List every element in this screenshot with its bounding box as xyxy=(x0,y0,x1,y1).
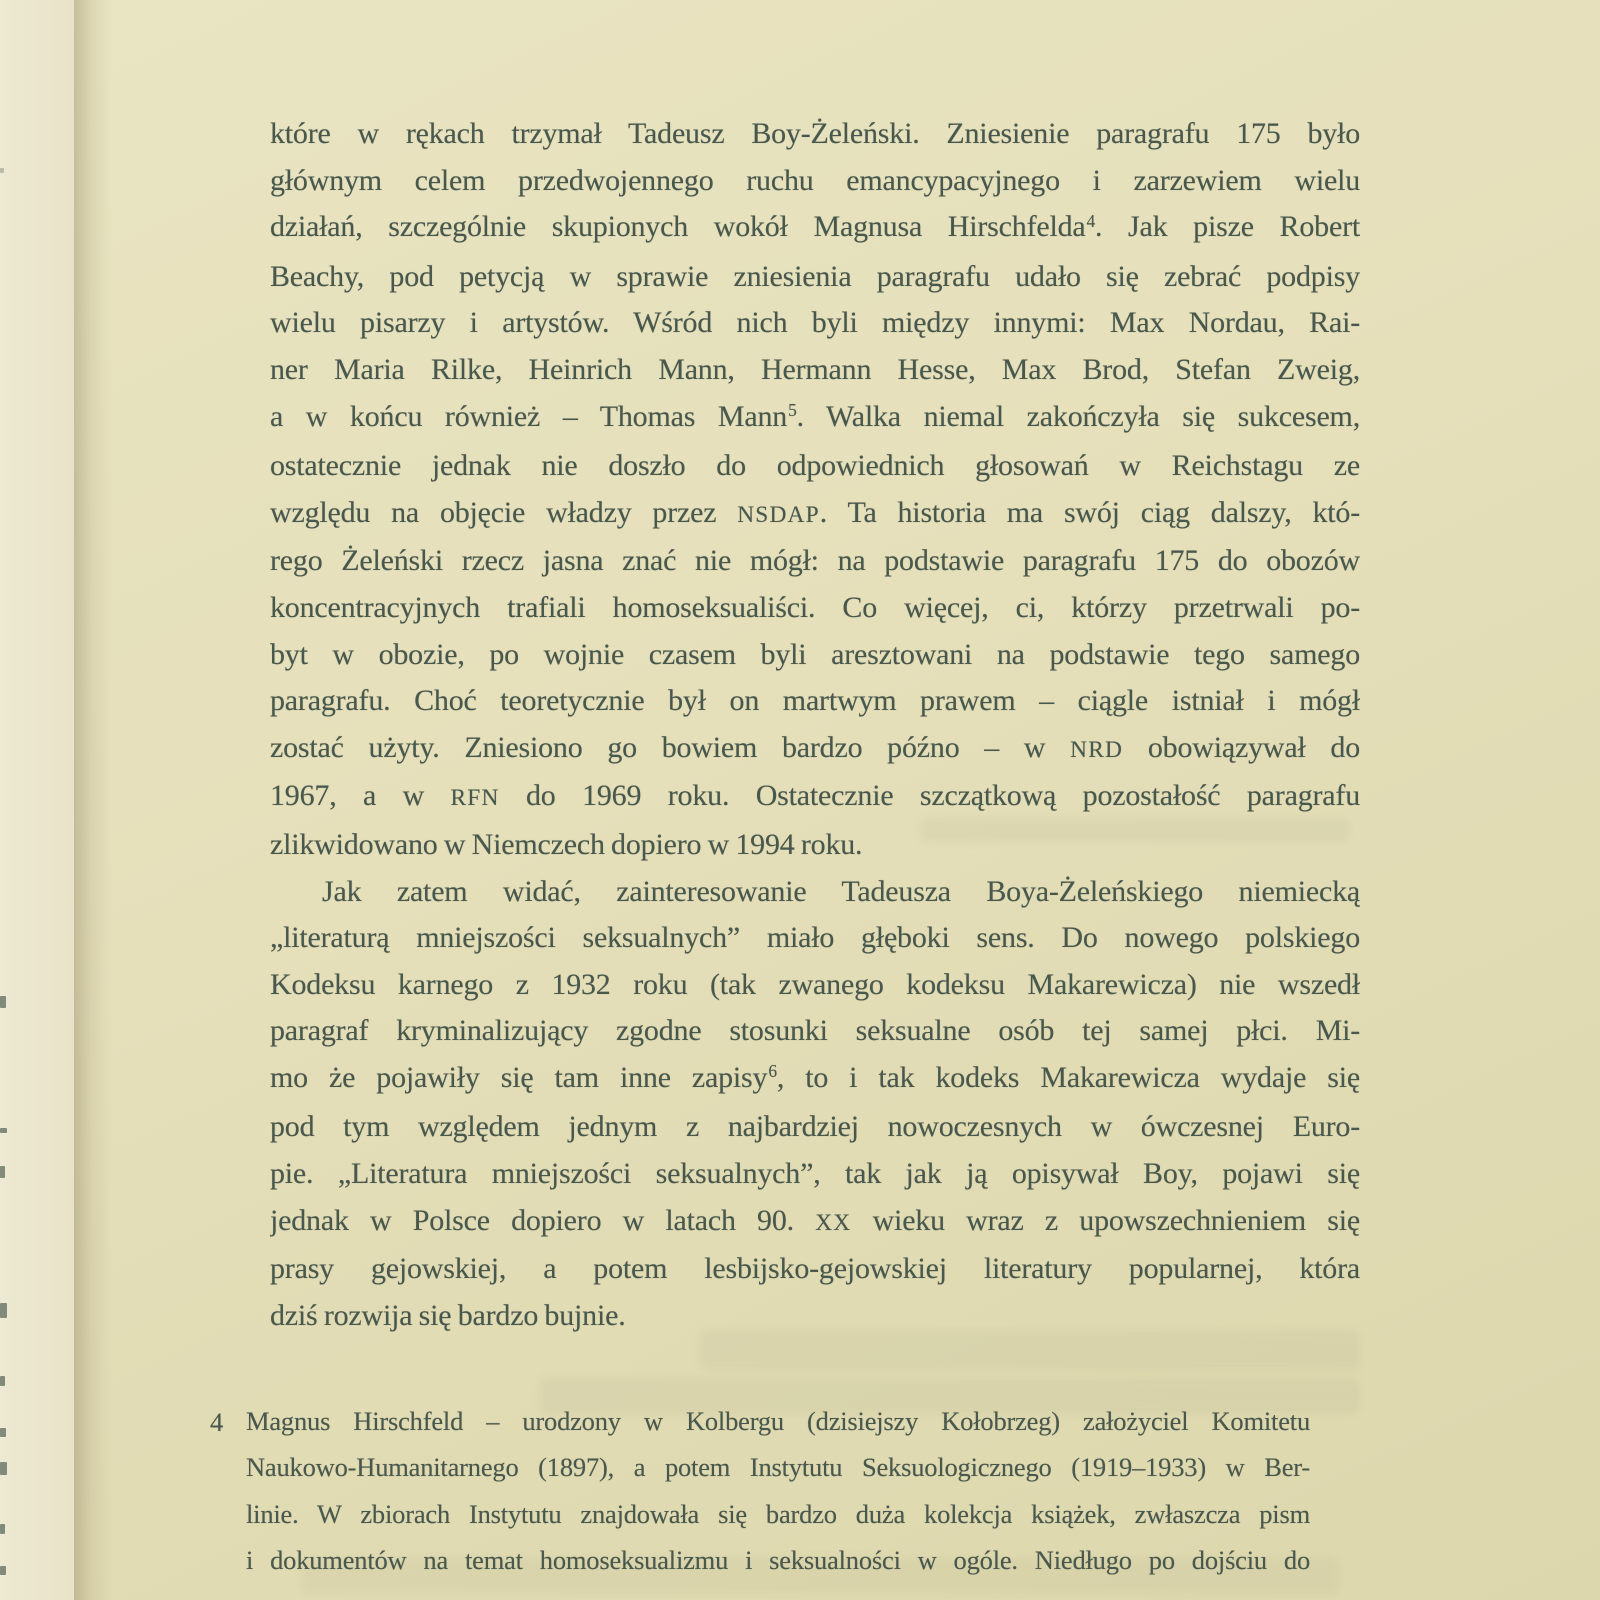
text-segment: pod tym względem jednym z najbardziej nowoczesnych w ówczesnej Euro- xyxy=(270,1110,1360,1144)
text-segment: paragraf kryminalizujący zgodne stosunki seksualne osób tej samej płci. Mi- xyxy=(270,1014,1360,1048)
text-line xyxy=(270,773,1360,822)
text-segment: , to i tak kodeks Makarewicza wydaje się xyxy=(776,1060,1360,1094)
text-line xyxy=(270,1198,1360,1247)
page-edge-text-fragment xyxy=(0,1303,7,1318)
text-line xyxy=(270,1151,1360,1198)
text-line xyxy=(246,1491,1310,1537)
text-segment: Jak zatem widać, zainteresowanie Tadeusza Boya-Żeleńskiego niemiecką xyxy=(322,874,1360,908)
text-line xyxy=(270,394,1360,444)
text-line xyxy=(270,822,1360,869)
text-line xyxy=(270,300,1360,347)
page-edge-text-fragment xyxy=(0,1462,7,1475)
text-segment: obowiązywał do xyxy=(1123,730,1360,764)
text-segment: względu na objęcie władzy przez xyxy=(270,495,738,529)
page-edge-text-fragment xyxy=(0,1376,5,1386)
text-segment: Kodeksu karnego z 1932 roku (tak zwanego kodeksu Makarewicza) nie wszedł xyxy=(270,967,1360,1001)
text-line xyxy=(270,678,1360,725)
text-segment: i dokumentów na temat homoseksualizmu i seksualności w ogóle. Niedługo po dojściu do xyxy=(246,1545,1310,1576)
text-segment: byt w obozie, po wojnie czasem byli aresztowani na podstawie tego samego xyxy=(270,637,1360,671)
text-line xyxy=(270,490,1360,539)
text-segment: NSDAP xyxy=(737,501,820,528)
text-line xyxy=(270,585,1360,632)
text-line xyxy=(270,1055,1360,1105)
text-segment: zlikwidowano w Niemczech dopiero w 1994 roku. xyxy=(270,827,863,861)
text-segment: a w końcu również – Thomas Mann xyxy=(270,399,788,433)
text-segment: rego Żeleński rzecz jasna znać nie mógł: na podstawie paragrafu 175 do obozów xyxy=(270,544,1360,578)
text-line xyxy=(270,443,1360,490)
gutter-fold-shadow xyxy=(74,0,112,1600)
text-segment: zostać użyty. Zniesiono go bowiem bardzo późno – w xyxy=(270,730,1071,764)
text-segment: ner Maria Rilke, Heinrich Mann, Hermann Hesse, Max Brod, Stefan Zweig, xyxy=(270,352,1360,386)
footnote-lines xyxy=(246,1398,1310,1584)
page-edge-text-fragment xyxy=(0,168,4,173)
text-segment: działań, szczególnie skupionych wokół Magnusa Hirschfelda xyxy=(270,210,1086,244)
text-segment: linie. W zbiorach Instytutu znajdowała się bardzo duża kolekcja książek, zwłaszcza pism xyxy=(246,1498,1310,1529)
text-segment: 1967, a w xyxy=(270,779,451,813)
text-line xyxy=(270,915,1360,962)
text-line xyxy=(270,538,1360,585)
page-edge-text-fragment xyxy=(0,1128,7,1133)
text-segment: głównym celem przedwojennego ruchu emancypacyjnego i zarzewiem wielu xyxy=(270,163,1360,197)
text-segment: które w rękach trzymał Tadeusz Boy-Żeleński. Zniesienie paragrafu 175 było xyxy=(270,117,1360,150)
text-segment: wieku wraz z upowszechnieniem się xyxy=(851,1203,1360,1237)
text-line xyxy=(270,111,1360,158)
text-line xyxy=(270,347,1360,394)
text-line xyxy=(270,725,1360,774)
text-segment: dziś rozwija się bardzo bujnie. xyxy=(270,1298,626,1332)
footnote-reference: 5 xyxy=(788,400,797,420)
text-segment: do 1969 roku. Ostatecznie szczątkową pozostałość paragrafu xyxy=(499,779,1360,813)
text-segment: paragrafu. Choć teoretycznie był on martwym prawem – ciągle istniał i mógł xyxy=(270,684,1360,718)
text-line xyxy=(270,869,1360,916)
text-segment: wielu pisarzy i artystów. Wśród nich byli między innymi: Max Nordau, Rai- xyxy=(270,306,1360,340)
text-segment: Beachy, pod petycją w sprawie zniesienia paragrafu udało się zebrać podpisy xyxy=(270,259,1360,293)
text-line xyxy=(270,962,1360,1009)
body-text xyxy=(270,111,1360,1339)
text-line xyxy=(270,632,1360,679)
text-segment: prasy gejowskiej, a potem lesbijsko-gejowskiej literatury popularnej, która xyxy=(270,1252,1360,1286)
body-text-lines xyxy=(270,111,1360,1339)
text-segment: RFN xyxy=(450,785,500,812)
text-segment: jednak w Polsce dopiero w latach 90. xyxy=(270,1203,816,1237)
text-line xyxy=(246,1537,1310,1583)
text-line xyxy=(246,1444,1310,1490)
text-line xyxy=(270,1104,1360,1151)
text-line xyxy=(270,204,1360,254)
text-line xyxy=(270,1008,1360,1055)
text-line xyxy=(270,254,1360,301)
page-edge-text-fragment xyxy=(0,1428,6,1437)
text-segment: „literaturą mniejszości seksualnych” miało głęboki sens. Do nowego polskiego xyxy=(270,921,1360,955)
text-segment: koncentracyjnych trafiali homoseksualiści. Co więcej, ci, którzy przetrwali po- xyxy=(270,590,1360,624)
footnote-4 xyxy=(210,1398,1310,1584)
footnote-reference: 4 xyxy=(1086,210,1096,231)
footnote-reference: 6 xyxy=(768,1061,777,1082)
text-segment: Magnus Hirschfeld – urodzony w Kolbergu (dzisiejszy Kołobrzeg) założyciel Komitetu xyxy=(246,1406,1310,1436)
page-edge-text-fragment xyxy=(0,996,6,1008)
page-edge-text-fragment xyxy=(0,1166,5,1178)
text-segment: pie. „Literatura mniejszości seksualnych”, tak jak ją opisywał Boy, pojawi się xyxy=(270,1157,1360,1191)
text-segment: ostatecznie jednak nie doszło do odpowiednich głosowań w Reichstagu ze xyxy=(270,449,1360,483)
text-segment: Naukowo-Humanitarnego (1897), a potem Instytutu Seksuologicznego (1919–1933) w Ber- xyxy=(246,1452,1310,1483)
text-segment: . Jak pisze Robert xyxy=(1095,210,1360,244)
text-line xyxy=(246,1398,1310,1444)
text-segment: . Walka niemal zakończyła się sukcesem, xyxy=(796,399,1360,433)
facing-page-edge xyxy=(0,0,74,1600)
footnote-marker: 4 xyxy=(210,1407,224,1437)
page-edge-text-fragment xyxy=(0,1524,5,1534)
text-segment: XX xyxy=(815,1209,852,1236)
text-segment: NRD xyxy=(1070,736,1124,763)
text-segment: . Ta historia ma swój ciąg dalszy, któ- xyxy=(819,495,1360,529)
text-segment: mo że pojawiły się tam inne zapisy xyxy=(270,1060,768,1094)
text-line xyxy=(270,1246,1360,1293)
text-line xyxy=(270,158,1360,205)
page-edge-text-fragment xyxy=(0,1566,6,1575)
text-line xyxy=(270,1293,1360,1340)
